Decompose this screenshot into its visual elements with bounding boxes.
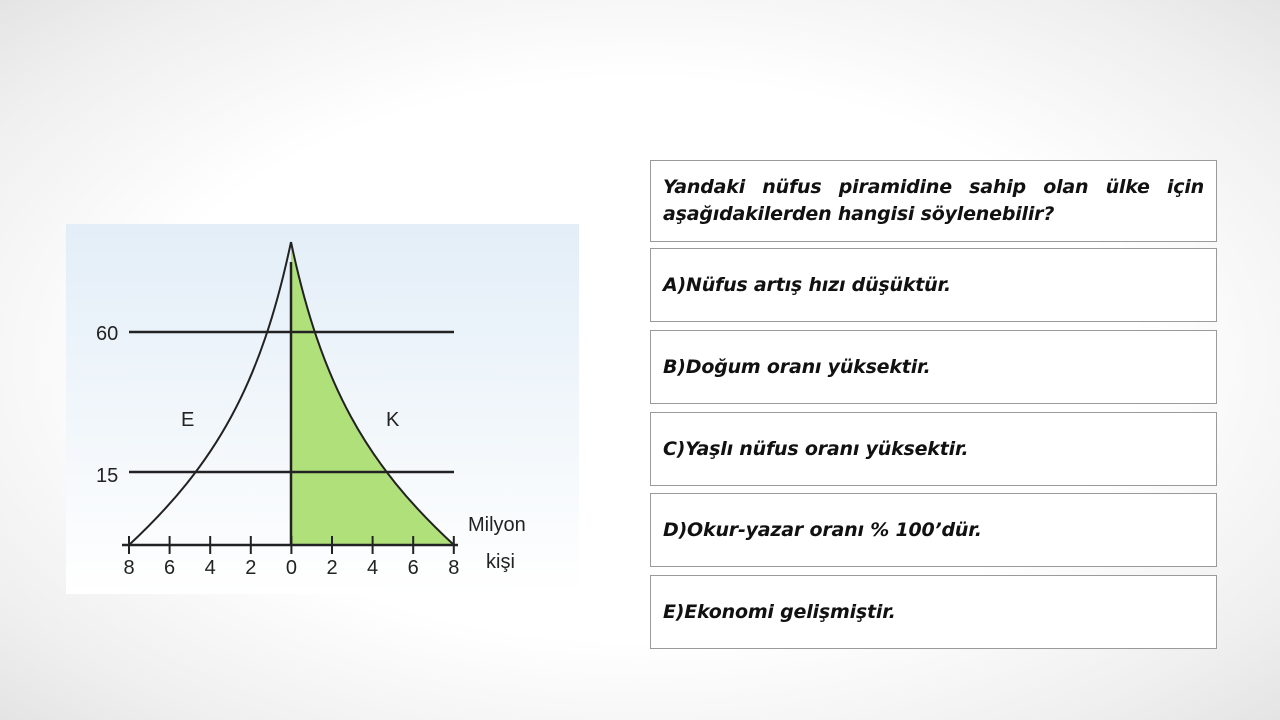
option-c-label: C)Yaşlı nüfus oranı yüksektir.: [663, 438, 969, 460]
option-e-label: E)Ekonomi gelişmiştir.: [663, 601, 896, 623]
population-pyramid-figure: [66, 224, 579, 594]
age-label-15: 15: [96, 465, 119, 487]
x-tick-label: 0: [285, 557, 297, 579]
x-tick-label: 6: [407, 557, 419, 579]
side-label-k: K: [386, 409, 400, 431]
option-c[interactable]: [650, 412, 1217, 486]
x-tick-label: 4: [204, 557, 216, 579]
question-text: Yandaki nüfus piramidine sahip olan ülke için aşağıdakilerden hangisi söylenebilir?: [663, 176, 1204, 225]
x-tick-label: 8: [448, 557, 460, 579]
option-d-label: D)Okur-yazar oranı % 100’dür.: [663, 519, 982, 541]
x-tick-label: 2: [245, 557, 257, 579]
pyramid-k-area: [291, 242, 454, 545]
age-label-60: 60: [96, 323, 119, 345]
option-d[interactable]: [650, 493, 1217, 567]
unit-label-kisi: kişi: [486, 551, 515, 573]
option-a-label: A)Nüfus artış hızı düşüktür.: [663, 274, 951, 296]
x-tick-label: 6: [164, 557, 176, 579]
option-e[interactable]: [650, 575, 1217, 649]
x-tick-label: 2: [326, 557, 338, 579]
pyramid-e-curve: [129, 242, 291, 545]
side-label-e: E: [181, 409, 195, 431]
question-box: [650, 160, 1217, 242]
unit-label-milyon: Milyon: [468, 514, 526, 536]
option-b[interactable]: [650, 330, 1217, 404]
population-pyramid-svg: [66, 224, 579, 594]
x-axis-tick-labels: [123, 557, 459, 579]
x-tick-label: 4: [367, 557, 379, 579]
option-a[interactable]: [650, 248, 1217, 322]
option-b-label: B)Doğum oranı yüksektir.: [663, 356, 931, 378]
x-tick-label: 8: [123, 557, 135, 579]
